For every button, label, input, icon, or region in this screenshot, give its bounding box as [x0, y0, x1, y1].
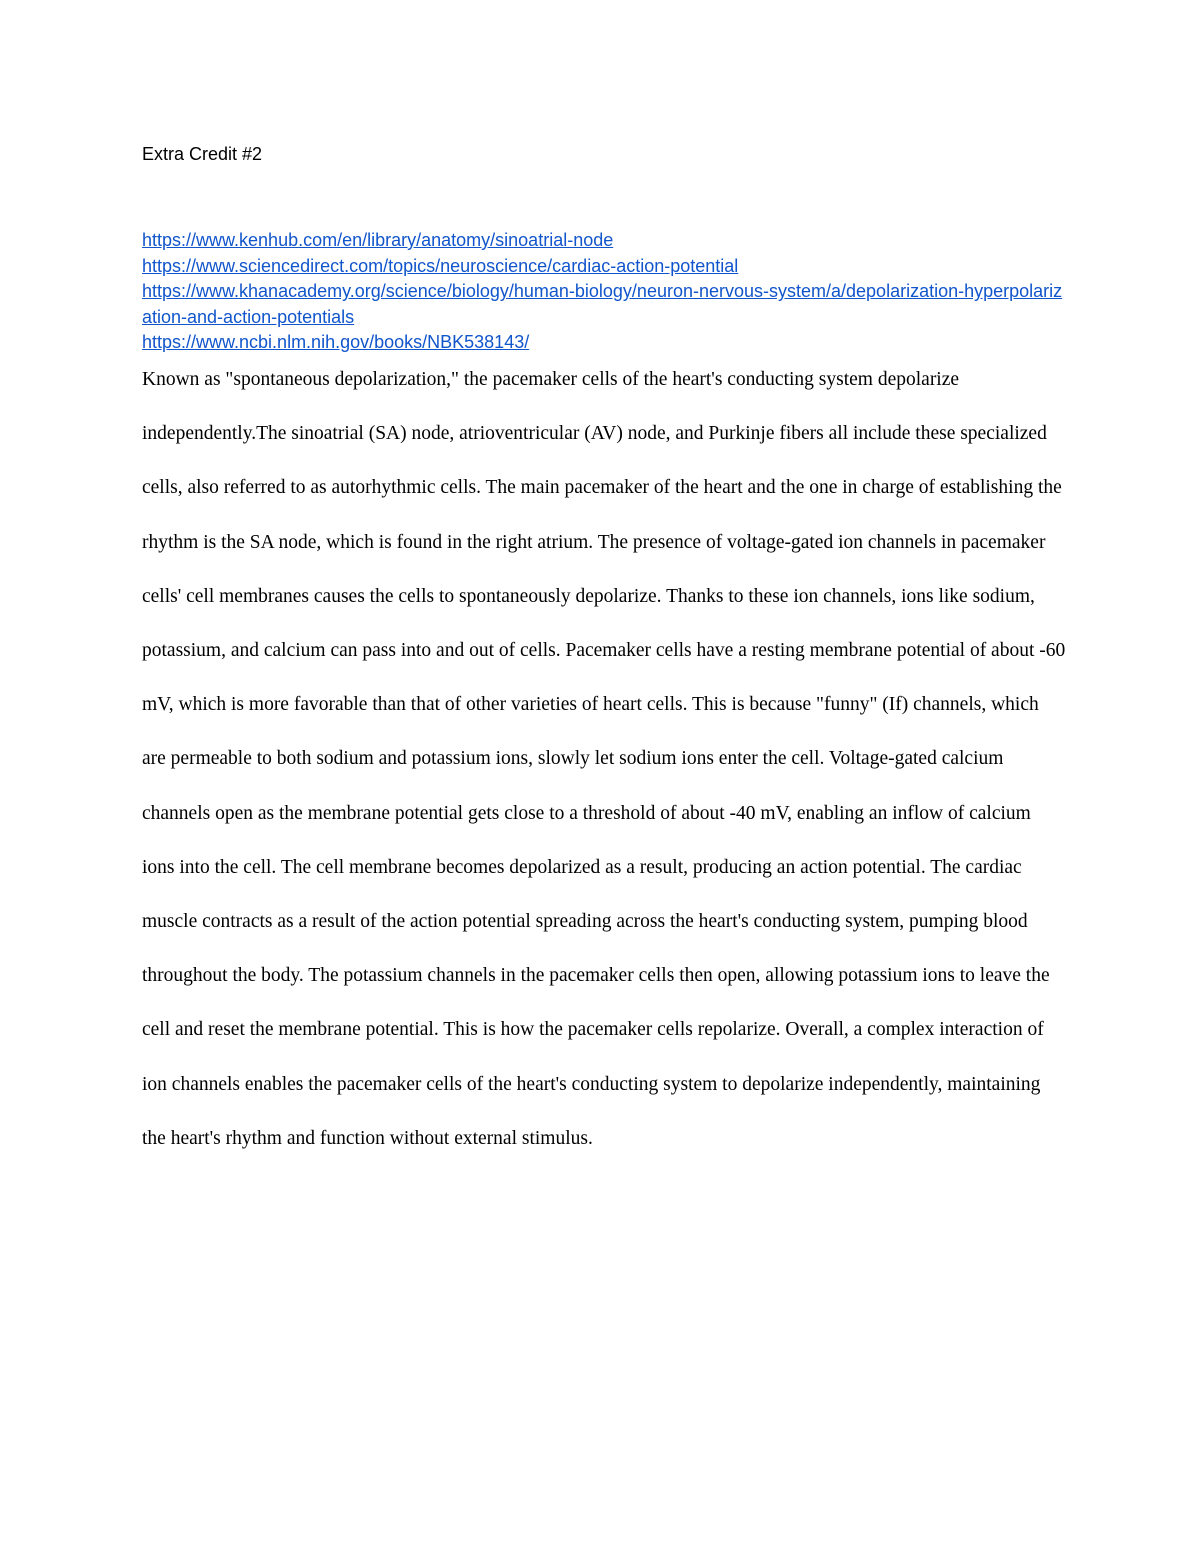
reference-link-kenhub[interactable]: https://www.kenhub.com/en/library/anatomy/sinoatrial-node — [142, 230, 614, 250]
reference-links — [142, 228, 1072, 356]
reference-link-sciencedirect[interactable]: https://www.sciencedirect.com/topics/neuroscience/cardiac-action-potential — [142, 255, 739, 276]
reference-link-khanacademy[interactable]: https://www.khanacademy.org/science/biology/human-biology/neuron-nervous-system/a/depolarization-hyperpolarization-and-action-potentials — [142, 281, 1063, 327]
body-paragraph: Known as "spontaneous depolarization," the pacemaker cells of the heart's conducting system depolarize independently.The sinoatrial (SA) node, atrioventricular (AV) node, and Purkinje fibers all include these specialized cells, also referred to as autorhythmic cells. The main pacemaker of the heart and the one in charge of establishing the rhythm is the SA node, which is found in the right atrium. The presence of voltage-gated ion channels in pacemaker cells' cell membranes causes the cells to spontaneously depolarize. Thanks to these ion channels, ions like sodium, potassium, and calcium can pass into and out of cells. Pacemaker cells have a resting membrane potential of about -60 mV, which is more favorable than that of other varieties of heart cells. This is because "funny" (If) channels, which are permeable to both sodium and potassium ions, slowly let sodium ions enter the cell. Voltage-gated calcium channels open as the membrane potential gets close to a threshold of about -40 mV, enabling an inflow of calcium ions into the cell. The cell membrane becomes depolarized as a result, producing an action potential. The cardiac muscle contracts as a result of the action potential spreading across the heart's conducting system, pumping blood throughout the body. The potassium channels in the pacemaker cells then open, allowing potassium ions to leave the cell and reset the membrane potential. This is how the pacemaker cells repolarize. Overall, a complex interaction of ion channels enables the pacemaker cells of the heart's conducting system to depolarize independently, maintaining the heart's rhythm and function without external stimulus. — [142, 369, 1066, 1149]
reference-link-ncbi[interactable]: https://www.ncbi.nlm.nih.gov/books/NBK538143/ — [142, 332, 530, 353]
document-title: Extra Credit #2 — [142, 144, 263, 164]
